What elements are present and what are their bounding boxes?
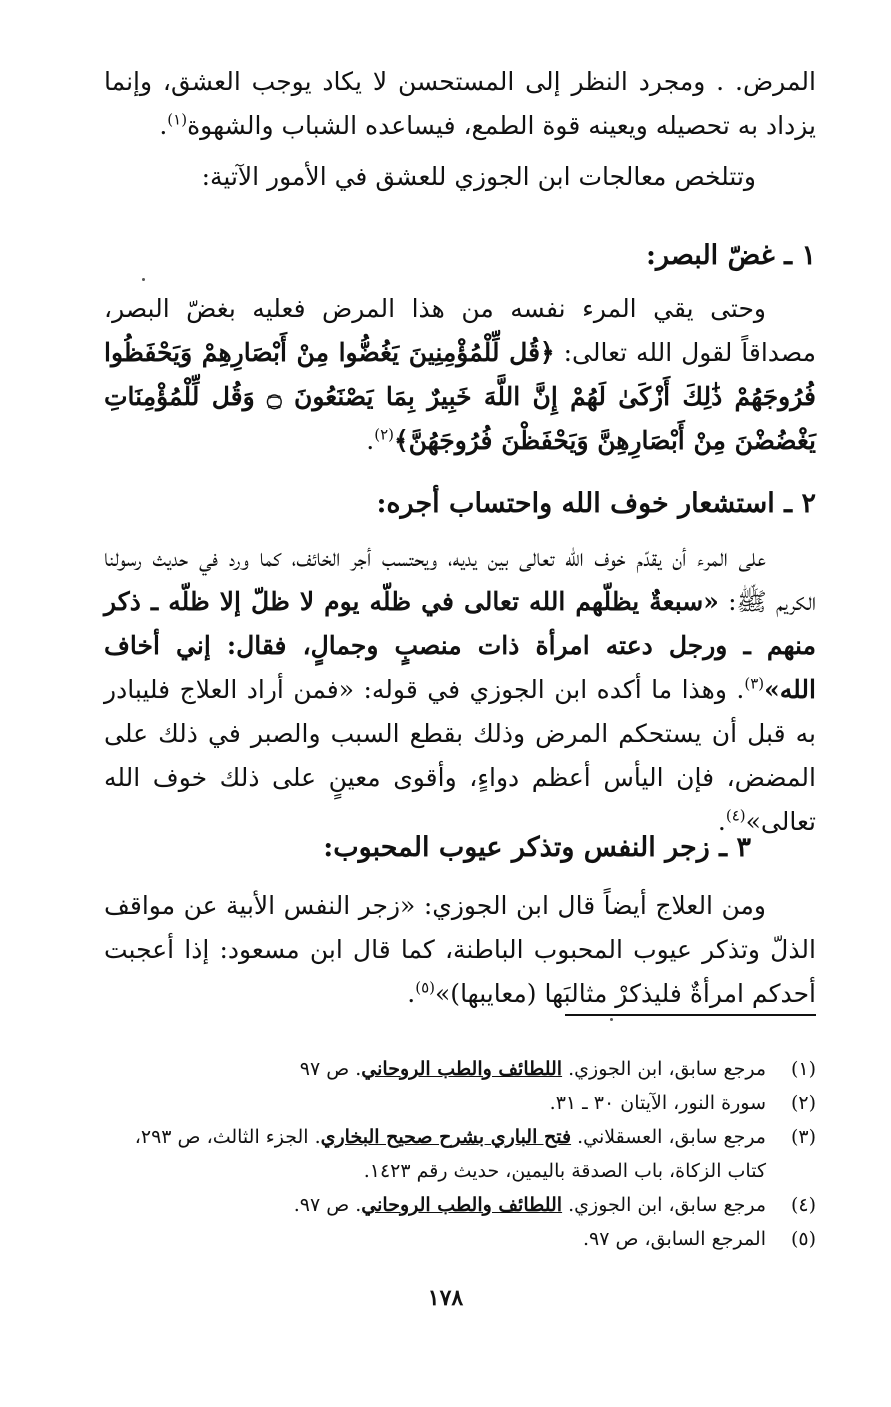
footnote-text: سورة النور، الآيتان ٣٠ ـ ٣١.	[549, 1092, 766, 1114]
section-2-text-1: على المرء أن يقدّم خوف الله تعالى بين يديه، ويحتسب أجر الخائف، كما ورد في حديث رسولنا الكريم ﷺ:	[104, 543, 817, 616]
footnote-2	[104, 1086, 816, 1120]
section-1-paragraph	[104, 287, 816, 463]
footnote-5	[104, 1222, 816, 1256]
footnote-separator	[565, 1014, 816, 1016]
section-1-heading: ١ ـ غضّ البصر:	[646, 240, 816, 271]
intro-text: المرض. . ومجرد النظر إلى المستحسن لا يكاد يوجب العشق، وإنما يزداد به تحصيله ويعينه قوة الطمع، فيساعده الشباب والشهوة	[104, 67, 816, 140]
footnote-ref-1[interactable]: (١)	[167, 110, 188, 129]
section-2-paragraph	[104, 536, 816, 844]
section-3-paragraph	[104, 884, 816, 1016]
page-number: ١٧٨	[427, 1285, 464, 1311]
book-title: فتح الباري بشرح صحيح البخاري	[320, 1126, 572, 1148]
section-1-end: .	[366, 426, 375, 455]
footnote-1	[104, 1052, 816, 1086]
footnote-4	[104, 1188, 816, 1222]
footnote-ref-5[interactable]: (٥)	[415, 978, 436, 997]
footnote-text: مرجع سابق، ابن الجوزي.	[562, 1058, 766, 1080]
scan-speck	[142, 278, 145, 281]
footnote-text: . ص ٩٧	[299, 1058, 362, 1080]
footnote-text: مرجع سابق، العسقلاني.	[571, 1126, 766, 1148]
footnote-number: (٥)	[790, 1228, 816, 1250]
quran-verse: ﴿قُل لِّلْمُؤْمِنِينَ يَغُضُّوا مِنْ أَبْصَارِهِمْ وَيَحْفَظُوا فُرُوجَهُمْ ذَٰلِكَ أَزْكَىٰ لَهُمْ إِنَّ اللَّهَ خَبِيرٌ بِمَا يَصْنَعُونَ ۝ وَقُل لِّلْمُؤْمِنَاتِ يَغْضُضْنَ مِنْ أَبْصَارِهِنَّ وَيَحْفَظْنَ فُرُوجَهُنَّ﴾	[104, 338, 816, 455]
section-3-text: ومن العلاج أيضاً قال ابن الجوزي: «زجر النفس الأبية عن مواقف الذلّ وتذكر عيوب المحبوب الباطنة، كما قال ابن مسعود: إذا أعجبت أحدكم امرأةٌ فليذكرْ مثالبَها (معايبها)»	[104, 891, 817, 1008]
section-2-end: .	[717, 807, 726, 836]
summary-line: وتتلخص معالجات ابن الجوزي للعشق في الأمور الآتية:	[201, 162, 756, 191]
section-2-heading: ٢ ـ استشعار خوف الله واحتساب أجره:	[376, 488, 816, 519]
intro-end: .	[159, 111, 168, 140]
section-1-text: وحتى يقي المرء نفسه من هذا المرض فعليه بغضّ البصر، مصداقاً لقول الله تعالى:	[104, 294, 816, 367]
scan-speck	[610, 1018, 613, 1021]
footnote-text: مرجع سابق، ابن الجوزي.	[562, 1194, 766, 1216]
footnote-ref-4[interactable]: (٤)	[725, 806, 746, 825]
footnote-number: (٣)	[790, 1126, 816, 1148]
section-3-heading: ٣ ـ زجر النفس وتذكر عيوب المحبوب:	[323, 832, 751, 863]
footnote-ref-3[interactable]: (٣)	[744, 674, 765, 693]
footnote-text: . الجزء الثالث، ص ٢٩٣، كتاب الزكاة، باب الصدقة باليمين، حديث رقم ١٤٢٣.	[134, 1126, 766, 1182]
book-title: اللطائف والطب الروحاني	[361, 1058, 563, 1080]
hadith-quote: «سبعةٌ يظلّهم الله تعالى في ظلّه يوم لا ظلّ إلا ظلّه ـ ذكر منهم ـ ورجل دعته امرأة ذات منصبٍ وجمالٍ، فقال: إني أخاف الله»	[104, 587, 816, 704]
footnote-3	[104, 1120, 816, 1188]
intro-paragraph	[104, 60, 816, 148]
footnote-text: . ص ٩٧.	[293, 1194, 362, 1216]
footnote-text: المرجع السابق، ص ٩٧.	[582, 1228, 766, 1250]
section-2-text-2: . وهذا ما أكده ابن الجوزي في قوله: «فمن أراد العلاج فليبادر به قبل أن يستحكم المرض وذلك بقطع السبب والصبر في ذلك على المضض، فإن اليأس أعظم دواءٍ، وأقوى معينٍ على ذلك خوف الله تعالى»	[104, 675, 816, 836]
footnote-number: (٢)	[790, 1092, 816, 1114]
footnote-ref-2[interactable]: (٢)	[374, 425, 395, 444]
book-title: اللطائف والطب الروحاني	[361, 1194, 563, 1216]
section-3-end: .	[407, 979, 416, 1008]
footnote-number: (٤)	[790, 1194, 816, 1216]
footnote-number: (١)	[790, 1058, 816, 1080]
footnotes	[104, 1052, 816, 1256]
